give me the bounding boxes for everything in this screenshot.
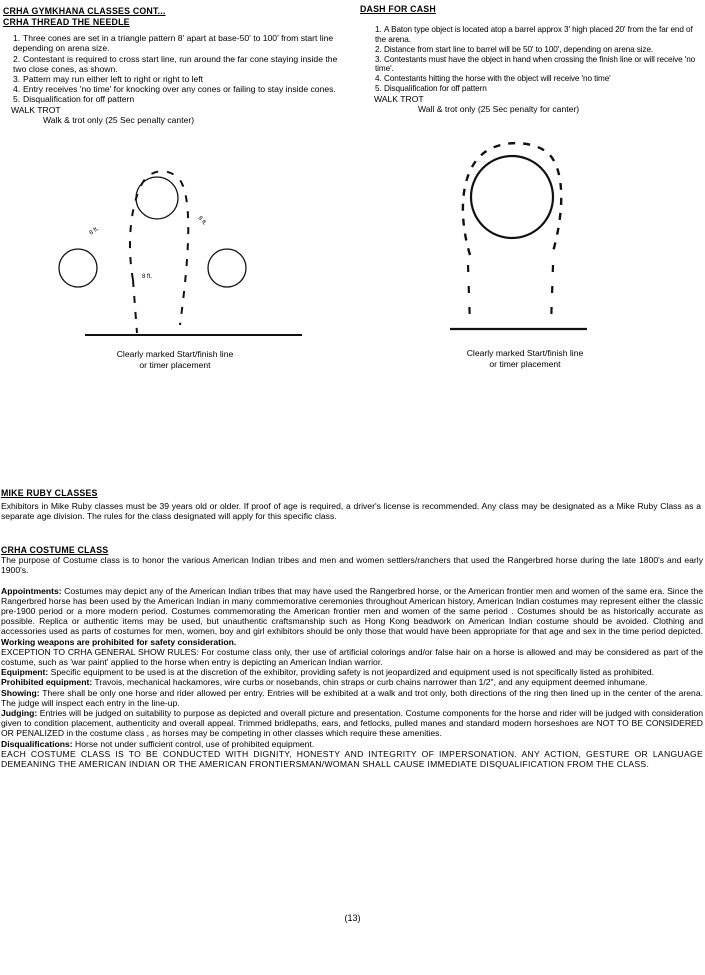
thread-needle-heading: CRHA THREAD THE NEEDLE [3,17,130,27]
dash-for-cash-rules [360,25,705,94]
showing-paragraph: Showing: There shall be only one horse and rider allowed per entry. Entries will be exhibited at a walk and trot only, both directions of the ring then lined up in the center of the arena. The judge will inspect each entry in the line-up. [1,687,703,708]
appointments-paragraph: Appointments: Costumes may depict any of the American Indian tribes that may have used the Rangerbred horse, or the American frontier men and women of the same era. Since the Rangerbred horse has been used by the American Indian in many commemorative ceremonies throughout American history, American Indian costumes may represent either the classic pre-1900 period or a more modern period. Costumes commemorating the American frontier men and women of the same period . Costumes should be as historically accurate as possible. Replica or authentic items may be used, but unauthentic craftsmanship such as Hong Kong beadwork on American Indian costume should be avoided. Clothing and accessories used as parts of costumes for men, women, boy and girl exhibitors should be only those that would have been appropriate for that age and sex in the time period depicted. Working weapons are prohibited for safety consideration. [1,585,703,647]
dimension-label: 8 ft. [88,225,101,237]
dash-for-cash-heading: DASH FOR CASH [360,4,436,14]
pattern-path [130,171,188,325]
walk-trot-note: Walk & trot only (25 Sec penalty canter) [43,114,195,125]
mike-ruby-text: Exhibitors in Mike Ruby classes must be 39 years old or older. If proof of age is required, a driver's license is recommended. Any class may be designated as a Mike Ruby Class as a separate age division. The rules for the class designated will apply for this specific class. [1,501,701,522]
rule-item: 2. Distance from start line to barrel will be 50' to 100', depending on arena size. [375,44,654,54]
page-number: (13) [344,913,361,923]
barrel-circle [471,156,553,238]
rule-item: 5. Disqualification for off pattern [13,94,135,105]
thread-needle-diagram [40,150,340,345]
rule-item: 3. Contestants must have the object in hand when crossing the finish line or will receive 'no time'. [375,54,696,74]
prohibited-paragraph: Prohibited equipment: Travois, mechanical hackamores, wire curbs or nosebands, chin straps or curb chains narrower than 1/2", and any equipment deemed inhumane. [1,677,648,688]
rule-item: 1. Three cones are set in a triangle pattern 8' apart at base-50' to 100' from start line depending on arena size. [13,33,334,54]
left-cone-circle [59,249,97,287]
costume-heading: CRHA COSTUME CLASS [1,545,109,555]
disqualifications-paragraph: Disqualifications: Horse not under sufficient control, use of prohibited equipment. [1,738,315,749]
thread-needle-rules [3,33,353,104]
dash-for-cash-diagram [440,135,620,335]
equipment-paragraph: Equipment: Specific equipment to be used is at the discretion of the exhibitor, providing safety is not jeopardized and equipment used is not specifically listed as prohibited. [1,667,655,678]
rule-item: 3. Pattern may run either left to right or right to left [13,74,204,85]
costume-intro: The purpose of Costume class is to honor the various American Indian tribes and men and women settlers/ranchers that used the Rangerbred horse during the late 1800's and early 1900's. [1,555,703,576]
exception-paragraph: EXCEPTION TO CRHA GENERAL SHOW RULES: For costume class only, ther use of artificial colorings and/or false hair on a horse is allowed and may be considered as part of the costume, such as 'war paint' applied to the horse when entry is depicting an American Indian warrior. [1,646,703,668]
closing-paragraph: EACH COSTUME CLASS IS TO BE CONDUCTED WITH DIGNITY, HONESTY AND INTEGRITY OF IMPERSONATION. ANY ACTION, GESTURE OR LANGUAGE DEMEANING THE AMERICAN INDIAN OR THE AMERICAN FRONTIERSMAN/WOMAN SHALL CAUSE IMMEDIATE DISQUALIFICATION FROM THE CLASS. [1,748,703,770]
dimension-label: 8 ft. [142,274,153,280]
gymkhana-heading: CRHA GYMKHANA CLASSES CONT... [3,6,166,16]
mike-ruby-section [1,488,701,522]
appointments-label: Appointments: [1,585,62,596]
right-cone-circle [208,249,246,287]
rule-item: 2. Contestant is required to cross start line, run around the far cone staying inside the two close cones, as shown. [13,53,338,74]
walk-trot-label: WALK TROT [374,93,424,104]
rule-item: 5. Disqualification for off pattern [375,83,487,93]
right-diagram-caption: Clearly marked Start/finish line or timer placement [466,348,584,369]
rule-item: 1. A Baton type object is located atop a barrel approx 3' high placed 20' from the far end of the arena. [375,25,693,44]
left-diagram-caption: Clearly marked Start/finish line or timer placement [116,349,234,370]
rule-item: 4. Contestants hitting the horse with the object will receive 'no time' [375,74,611,84]
dimension-label: 8 ft. [196,215,208,227]
mike-ruby-heading: MIKE RUBY CLASSES [1,488,98,498]
walk-trot-note: Wall & trot only (25 Sec penalty for canter) [418,103,580,114]
walk-trot-label: WALK TROT [11,104,61,115]
costume-class-section [1,545,703,769]
dash-for-cash-section [360,4,705,114]
rule-item: 4. Entry receives 'no time' for knocking over any cones or failing to stay inside cones. [13,84,336,95]
judging-paragraph: Judging: Entries will be judged on suitability to purpose as depicted and overall picture and presentation. Costume components for the horse and rider will be judged with consideration given to condition placement, authenticity and overall appeal. Trimmed bridlepaths, ears, and fetlocks, pulled manes and standard modern horseshoes are NOT TO BE CONSIDERED OR PENALIZED in the costume class , as horses may be competing in other classes which require these amenities. [1,708,704,739]
thread-the-needle-section [3,6,353,125]
